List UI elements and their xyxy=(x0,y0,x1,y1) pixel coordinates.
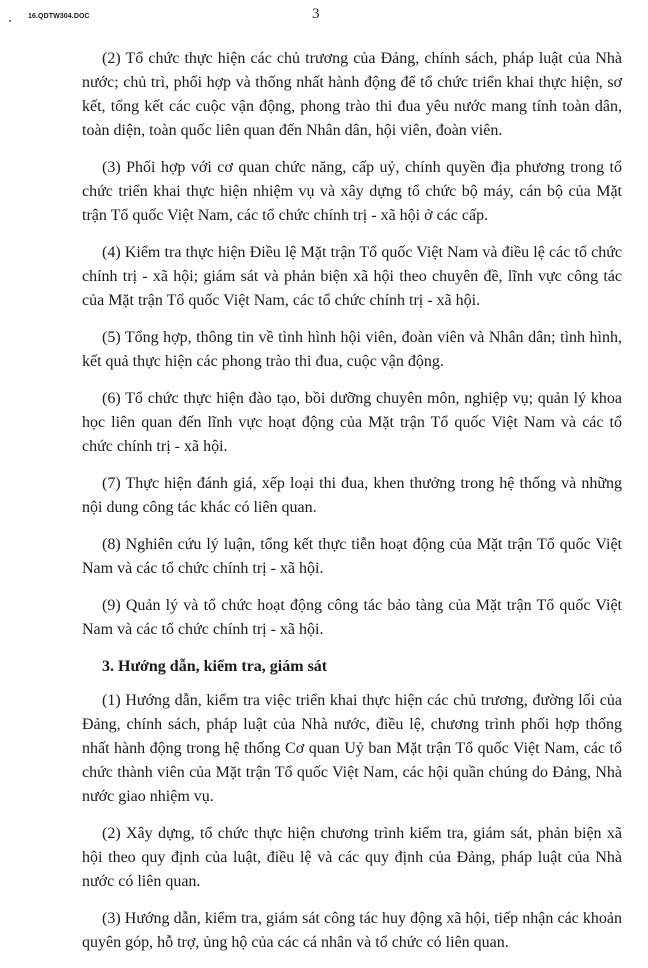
paragraph-7: (7) Thực hiện đánh giá, xếp loại thi đua, khen thưởng trong hệ thống và những nội dung công tác khác có liên quan. xyxy=(82,475,622,516)
section-paragraph-1: (1) Hướng dẫn, kiểm tra việc triển khai thực hiện các chủ trương, đường lối của Đảng, chính sách, pháp luật của Nhà nước, điều lệ, chương trình phối hợp thống nhất hành động trong hệ thống Cơ quan Uỷ ban Mặt trận Tổ quốc Việt Nam, các tổ chức thành viên của Mặt trận Tổ quốc Việt Nam, các hội quần chúng do Đảng, Nhà nước giao nhiệm vụ. xyxy=(82,692,622,805)
file-label: 16.QDTW304.DOC xyxy=(28,13,90,20)
document-body xyxy=(82,47,622,968)
paragraph-9: (9) Quản lý và tổ chức hoạt động công tác bảo tàng của Mặt trận Tổ quốc Việt Nam và các tổ chức chính trị - xã hội. xyxy=(82,597,622,638)
paragraph-8: (8) Nghiên cứu lý luận, tổng kết thực tiễn hoạt động của Mặt trận Tổ quốc Việt Nam và các tổ chức chính trị - xã hội. xyxy=(82,536,622,577)
paragraph-5: (5) Tổng hợp, thông tin về tình hình hội viên, đoàn viên và Nhân dân; tình hình, kết quả thực hiện các phong trào thi đua, cuộc vận động. xyxy=(82,329,622,370)
paragraph-4: (4) Kiểm tra thực hiện Điều lệ Mặt trận Tổ quốc Việt Nam và điều lệ các tổ chức chính trị - xã hội; giám sát và phản biện xã hội theo chuyên đề, lĩnh vực công tác của Mặt trận Tổ quốc Việt Nam, các tổ chức chính trị - xã hội. xyxy=(82,244,622,309)
section-heading: 3. Hướng dẫn, kiểm tra, giám sát xyxy=(102,658,328,675)
scan-mark xyxy=(9,20,11,22)
page-number: 3 xyxy=(312,6,320,22)
section-paragraph-2: (2) Xây dựng, tổ chức thực hiện chương trình kiểm tra, giám sát, phản biện xã hội theo quy định của luật, điều lệ và các quy định của Đảng, pháp luật của Nhà nước có liên quan. xyxy=(82,825,622,890)
paragraph-2: (2) Tổ chức thực hiện các chủ trương của Đảng, chính sách, pháp luật của Nhà nước; chủ trì, phối hợp và thống nhất hành động để tổ chức triển khai thực hiện, sơ kết, tổng kết các cuộc vận động, phong trào thi đua yêu nước mang tính toàn dân, toàn diện, toàn quốc liên quan đến Nhân dân, hội viên, đoàn viên. xyxy=(82,50,622,139)
paragraph-6: (6) Tổ chức thực hiện đào tạo, bồi dưỡng chuyên môn, nghiệp vụ; quản lý khoa học liên quan đến lĩnh vực hoạt động của Mặt trận Tổ quốc Việt Nam và các tổ chức chính trị - xã hội. xyxy=(82,390,622,455)
section-paragraph-3: (3) Hướng dẫn, kiểm tra, giám sát công tác huy động xã hội, tiếp nhận các khoản quyên góp, hỗ trợ, ủng hộ của các cá nhân và tổ chức có liên quan. xyxy=(82,910,622,951)
paragraph-3: (3) Phối hợp với cơ quan chức năng, cấp uỷ, chính quyền địa phương trong tổ chức triển khai thực hiện nhiệm vụ và xây dựng tổ chức bộ máy, cán bộ của Mặt trận Tổ quốc Việt Nam, các tổ chức chính trị - xã hội ở các cấp. xyxy=(82,159,622,224)
